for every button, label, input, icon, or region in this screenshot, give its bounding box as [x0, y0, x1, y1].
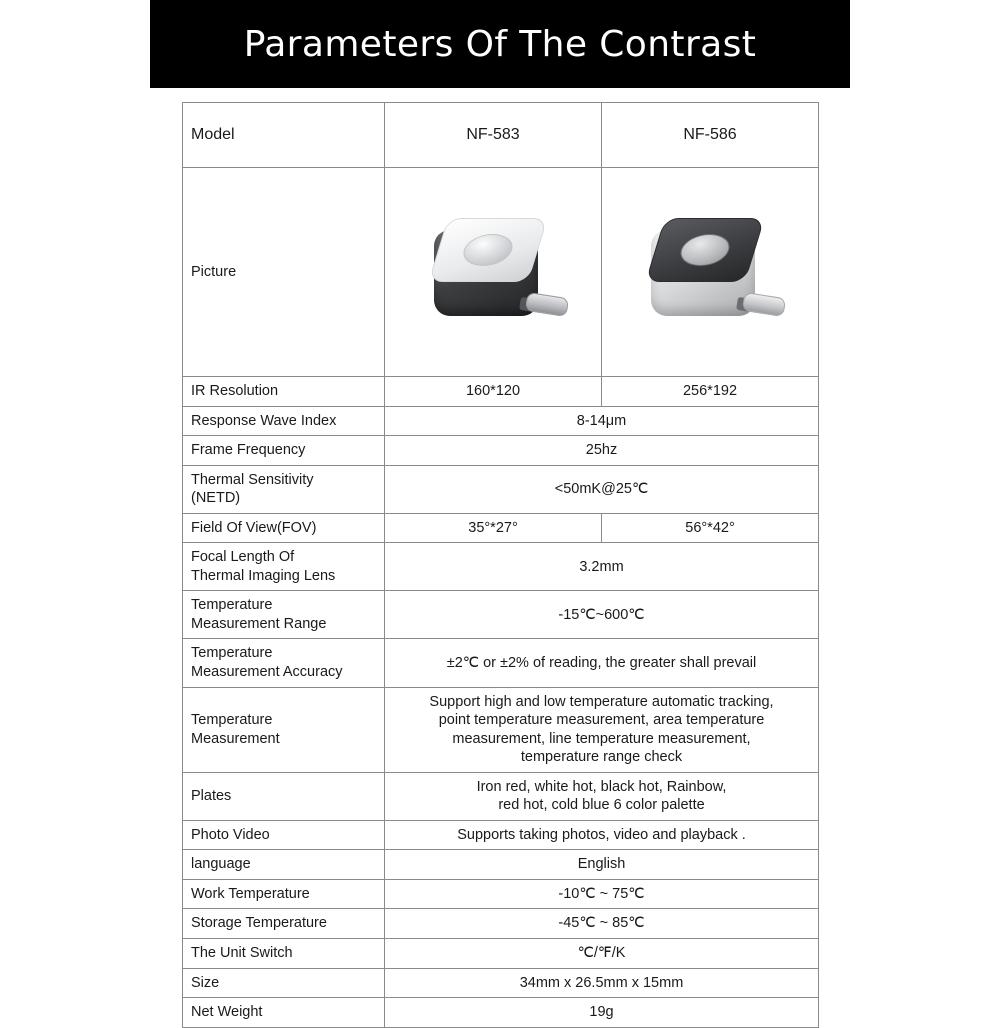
label-net-weight: Net Weight — [183, 998, 385, 1028]
value-net-weight: 19g — [385, 998, 819, 1028]
table-row-frame-frequency — [183, 436, 819, 466]
table-row-thermal-sensitivity — [183, 465, 819, 513]
value-language: English — [385, 850, 819, 880]
thermal-camera-icon-583 — [420, 216, 566, 328]
value-model-586: NF-586 — [602, 103, 819, 168]
label-plates: Plates — [183, 772, 385, 820]
value-thermal-sensitivity: <50mK@25℃ — [385, 465, 819, 513]
value-ir-resolution-583: 160*120 — [385, 377, 602, 407]
value-model-583: NF-583 — [385, 103, 602, 168]
value-response-wave-index: 8-14μm — [385, 406, 819, 436]
label-temp-range-line1: Temperature — [191, 597, 273, 614]
label-thermal-sensitivity — [183, 465, 385, 513]
label-fov: Field Of View(FOV) — [183, 513, 385, 543]
label-work-temperature: Work Temperature — [183, 879, 385, 909]
label-thermal-sensitivity-line2: (NETD) — [191, 490, 241, 507]
page-title: Parameters Of The Contrast — [243, 23, 757, 65]
value-photo-video: Supports taking photos, video and playback . — [385, 820, 819, 850]
label-model: Model — [183, 103, 385, 168]
table-row-photo-video — [183, 820, 819, 850]
usb-c-connector-icon — [742, 292, 786, 317]
value-ir-resolution-586: 256*192 — [602, 377, 819, 407]
label-frame-frequency: Frame Frequency — [183, 436, 385, 466]
value-fov-583: 35°*27° — [385, 513, 602, 543]
table-row-picture — [183, 168, 819, 377]
label-size: Size — [183, 968, 385, 998]
label-focal-length-line2: Thermal Imaging Lens — [191, 567, 336, 584]
label-temp-accuracy-line1: Temperature — [191, 645, 273, 662]
value-plates-line1: Iron red, white hot, black hot, Rainbow, — [476, 778, 727, 795]
label-temp-accuracy-line2: Measurement Accuracy — [191, 664, 343, 681]
specification-table-container — [182, 102, 818, 1028]
label-temp-measurement — [183, 687, 385, 772]
label-thermal-sensitivity-line1: Thermal Sensitivity — [191, 471, 314, 488]
label-focal-length-line1: Focal Length Of — [191, 549, 295, 566]
value-frame-frequency: 25hz — [385, 436, 819, 466]
label-temp-range-line2: Measurement Range — [191, 615, 327, 632]
label-ir-resolution: IR Resolution — [183, 377, 385, 407]
table-row-temp-range — [183, 591, 819, 639]
label-temp-accuracy — [183, 639, 385, 687]
table-row-temp-accuracy — [183, 639, 819, 687]
title-banner — [150, 0, 850, 88]
label-focal-length — [183, 543, 385, 591]
value-size: 34mm x 26.5mm x 15mm — [385, 968, 819, 998]
table-row-fov — [183, 513, 819, 543]
value-fov-586: 56°*42° — [602, 513, 819, 543]
value-temp-measurement-line1: Support high and low temperature automatic tracking, — [429, 693, 774, 710]
table-row-work-temperature — [183, 879, 819, 909]
label-temp-range — [183, 591, 385, 639]
label-storage-temperature: Storage Temperature — [183, 909, 385, 939]
label-photo-video: Photo Video — [183, 820, 385, 850]
thermal-camera-icon-586 — [637, 216, 783, 328]
device-image-586 — [610, 173, 810, 371]
label-temp-measurement-line1: Temperature — [191, 712, 273, 729]
table-row-response-wave-index — [183, 406, 819, 436]
value-storage-temperature: -45℃ ~ 85℃ — [385, 909, 819, 939]
value-work-temperature: -10℃ ~ 75℃ — [385, 879, 819, 909]
table-row-temp-measurement — [183, 687, 819, 772]
value-unit-switch: ℃/℉/K — [385, 939, 819, 969]
usb-c-connector-icon — [525, 292, 569, 317]
table-row-model — [183, 103, 819, 168]
label-unit-switch: The Unit Switch — [183, 939, 385, 969]
table-row-ir-resolution — [183, 377, 819, 407]
label-picture: Picture — [183, 168, 385, 377]
table-row-unit-switch — [183, 939, 819, 969]
table-row-language — [183, 850, 819, 880]
value-temp-measurement-line4: temperature range check — [520, 749, 683, 766]
label-response-wave-index: Response Wave Index — [183, 406, 385, 436]
table-row-focal-length — [183, 543, 819, 591]
value-temp-measurement-line3: measurement, line temperature measurement, — [452, 730, 751, 747]
specification-table — [182, 102, 819, 1028]
device-image-583 — [393, 173, 593, 371]
table-row-plates — [183, 772, 819, 820]
value-temp-measurement — [385, 687, 819, 772]
value-temp-range: -15℃~600℃ — [385, 591, 819, 639]
table-row-storage-temperature — [183, 909, 819, 939]
value-plates-line2: red hot, cold blue 6 color palette — [498, 797, 705, 814]
value-temp-accuracy: ±2℃ or ±2% of reading, the greater shall prevail — [385, 639, 819, 687]
value-focal-length: 3.2mm — [385, 543, 819, 591]
picture-cell-586 — [602, 168, 819, 377]
value-temp-measurement-line2: point temperature measurement, area temperature — [438, 712, 765, 729]
value-plates — [385, 772, 819, 820]
picture-cell-583 — [385, 168, 602, 377]
label-temp-measurement-line2: Measurement — [191, 730, 280, 747]
label-language: language — [183, 850, 385, 880]
table-row-size — [183, 968, 819, 998]
table-row-net-weight — [183, 998, 819, 1028]
